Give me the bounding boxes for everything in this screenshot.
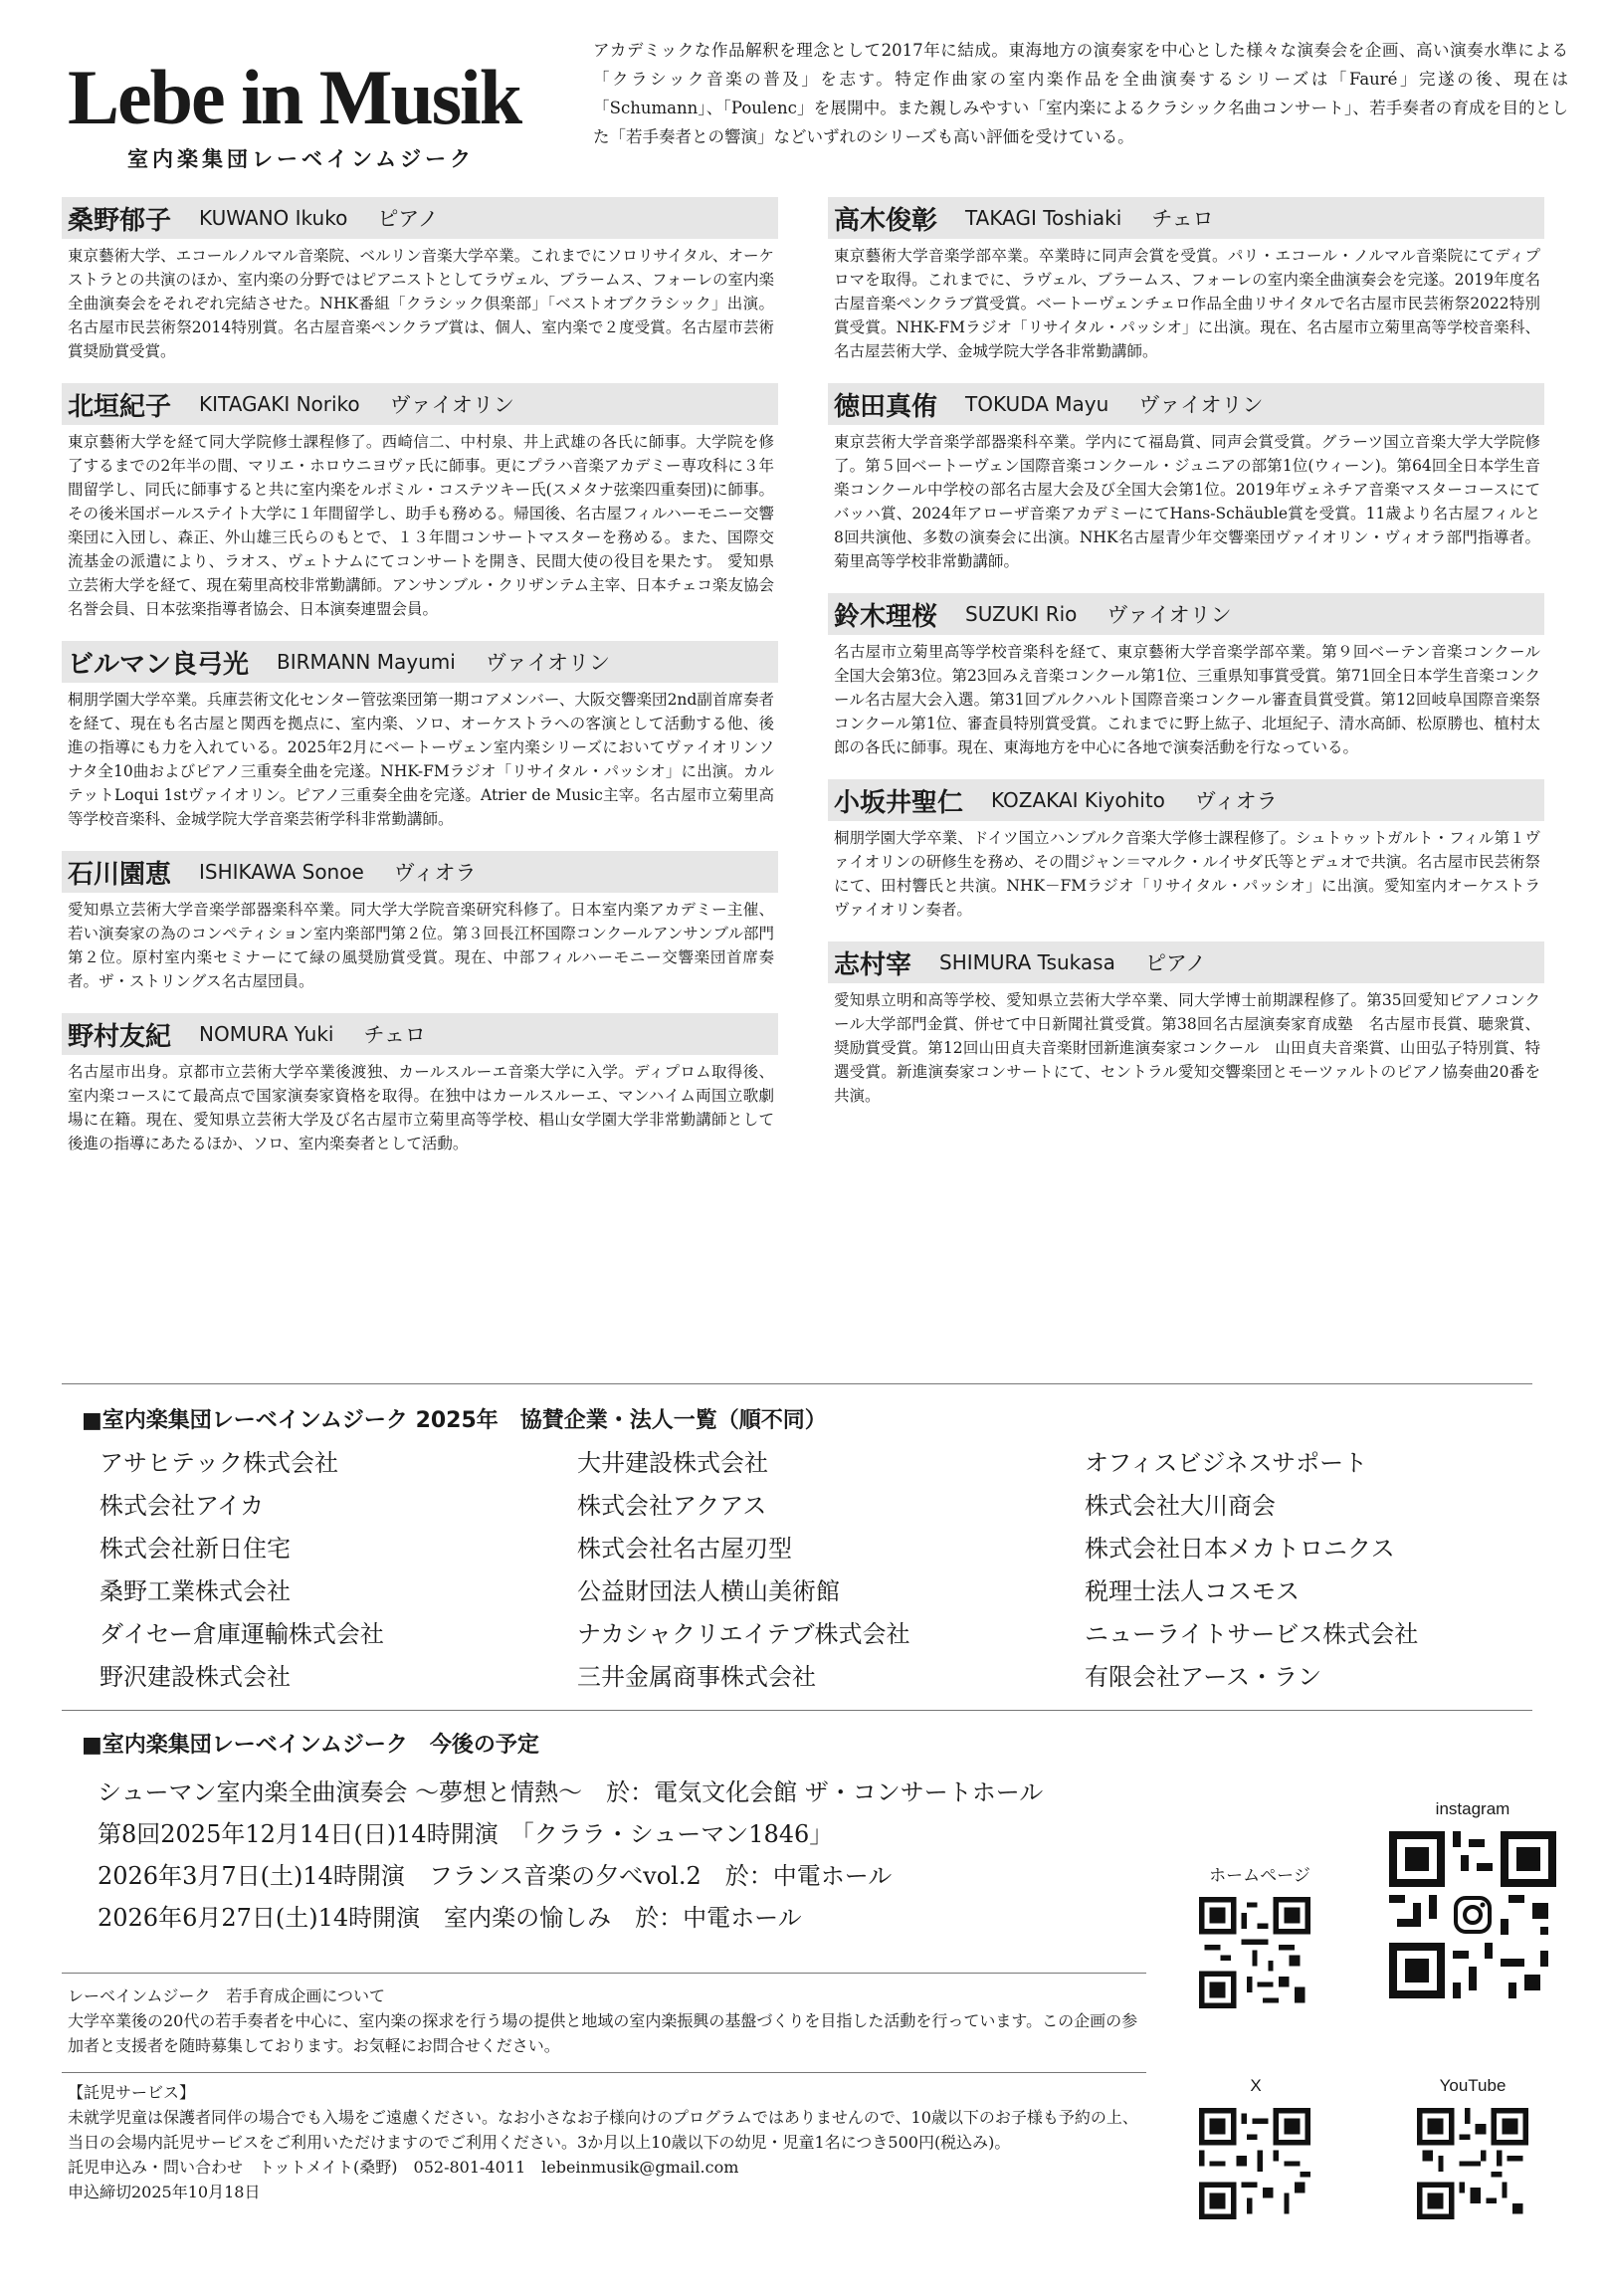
logo-title: Lebe in Musik bbox=[68, 54, 521, 140]
member-bio-text: 東京芸術大学音楽学部器楽科卒業。学内にて福島賞、同声会賞受賞。グラーツ国立音楽大学大学院修了。第５回ベートーヴェン国際音楽コンクール・ジュニアの部第1位(ウィーン)。第64回全日本学生音楽コンクール中学校の部名古屋大会及び全国大会第1位。2019年ヴェネチア音楽マスターコースにてバッハ賞、2024年アローザ音楽アカデミーにてHans-Schäuble賞を受賞。11歳より名古屋フィルと8回共演他、多数の演奏会に出演。NHK名古屋青少年交響楽団ヴァイオリン・ヴィオラ部門指導者。菊里高等学校非常勤講師。 bbox=[834, 433, 1540, 570]
sponsor-item: 公益財団法人横山美術館 bbox=[577, 1577, 840, 1605]
member-instrument: ヴァイオリン bbox=[1138, 393, 1264, 417]
schedule-line: シューマン室内楽全曲演奏会 ～夢想と情熱～ 於：電気文化会館 ザ・コンサートホール bbox=[98, 1778, 1044, 1806]
sponsor-item: 税理士法人コスモス bbox=[1085, 1577, 1300, 1605]
member-instrument: チェロ bbox=[363, 1023, 426, 1047]
members-right-column bbox=[828, 197, 1544, 1128]
member-instrument: ピアノ bbox=[1144, 951, 1207, 975]
member-header bbox=[62, 383, 778, 425]
member-name: 石川園恵 bbox=[68, 859, 172, 890]
member-roman-name: TOKUDA Mayu bbox=[965, 392, 1109, 416]
member-roman-name: BIRMANN Mayumi bbox=[277, 650, 456, 674]
member-bio-text: 名古屋市出身。京都市立芸術大学卒業後渡独、カールスルーエ音楽大学に入学。ディプロム取得後、室内楽コースにて最高点で国家演奏家資格を取得。在独中はカールスルーエ、マンハイム両国立歌劇場に在籍。現在、愛知県立芸術大学及び名古屋市立菊里高等学校、椙山女学園大学非常勤講師として後進の指導にあたるほか、ソロ、室内楽奏者として活動。 bbox=[68, 1063, 774, 1152]
sponsor-item: 大井建設株式会社 bbox=[577, 1449, 768, 1477]
members-left-column bbox=[62, 197, 778, 1175]
instagram-label: instagram bbox=[1435, 1799, 1510, 1818]
member-bio bbox=[828, 779, 1544, 922]
childcare-title: 【託児サービス】 bbox=[68, 2083, 196, 2102]
youth-program-text: 大学卒業後の20代の若手奏者を中心に、室内楽の探求を行う場の提供と地域の室内楽振興の基盤づくりを目指した活動を行っています。この企画の参加者と支援者を随時募集しております。お気軽にお問合せください。 bbox=[68, 2011, 1138, 2055]
youtube-qr-code[interactable] bbox=[1417, 2108, 1528, 2219]
member-roman-name: SUZUKI Rio bbox=[965, 602, 1078, 626]
member-bio-text: 愛知県立芸術大学音楽学部器楽科卒業。同大学大学院音楽研究科修了。日本室内楽アカデミー主催、若い演奏家の為のコンペティション室内楽部門第２位。第３回長江杯国際コンクールアンサンブル部門第２位。原村室内楽セミナーにて緑の風奨励賞受賞。現在、中部フィルハーモニー交響楽団首席奏者。ザ・ストリングス名古屋団員。 bbox=[68, 901, 774, 990]
member-bio bbox=[828, 383, 1544, 573]
member-name: ビルマン良弓光 bbox=[68, 649, 250, 680]
member-header bbox=[62, 641, 778, 683]
member-roman-name: NOMURA Yuki bbox=[199, 1022, 334, 1046]
sponsor-item: アサヒテック株式会社 bbox=[100, 1449, 338, 1477]
member-bio bbox=[62, 383, 778, 621]
member-bio-text: 桐朋学園大学卒業。兵庫芸術文化センター管弦楽団第一期コアメンバー、大阪交響楽団2nd副首席奏者を経て、現在も名古屋と関西を拠点に、室内楽、ソロ、オーケストラへの客演として活動する他、後進の指導にも力を入れている。2025年2月にベートーヴェン室内楽シリーズにおいてヴァイオリンソナタ全10曲およびピアノ三重奏全曲を完遂。NHK-FMラジオ「リサイタル・パッシオ」に出演。カルテットLoqui 1stヴァイオリン。ピアノ三重奏全曲を完遂。Atrier de Music主宰。名古屋市立菊里高等学校音楽科、金城学院大学音楽芸術学科非常勤講師。 bbox=[68, 691, 774, 828]
schedule-title: ■室内楽集団レーベインムジーク 今後の予定 bbox=[82, 1733, 539, 1758]
schedule-line: 2026年6月27日(土)14時開演 室内楽の愉しみ 於：中電ホール bbox=[98, 1904, 802, 1932]
member-bio-text: 名古屋市立菊里高等学校音楽科を経て、東京藝術大学音楽学部卒業。第９回ベーテン音楽コンクール全国大会第3位。第23回みえ音楽コンクール第1位、三重県知事賞受賞。第71回全日本学生音楽コンクール名古屋大会入選。第31回ブルクハルト国際音楽コンクール審査員賞受賞。第12回岐阜国際音楽祭コンクール第1位、審査員特別賞受賞。これまでに野上紘子、北垣紀子、清水高師、松原勝也、植村太郎の各氏に師事。現在、東海地方を中心に各地で演奏活動を行なっている。 bbox=[834, 643, 1540, 756]
member-roman-name: KUWANO Ikuko bbox=[199, 206, 348, 230]
intro-text: アカデミックな作品解釈を理念として2017年に結成。東海地方の演奏家を中心とした様々な演奏会を企画、高い演奏水準による「クラシック音楽の普及」を志す。特定作曲家の室内楽作品を全曲演奏するシリーズは「Fauré」完遂の後、現在は「Schumann」、「Poulenc」を展開中。また親しみやすい「室内楽によるクラシック名曲コンサート」、若手奏者の育成を目的とした「若手奏者との響演」などいずれのシリーズも高い評価を受けている。 bbox=[593, 41, 1568, 146]
youth-program-note bbox=[68, 1983, 1142, 2058]
sponsor-item: 桑野工業株式会社 bbox=[100, 1577, 291, 1605]
homepage-label: ホームページ bbox=[1209, 1866, 1310, 1885]
instagram-icon bbox=[1448, 1890, 1498, 1940]
member-name: 志村宰 bbox=[834, 949, 912, 980]
logo-subtitle: 室内楽集団レーベインムジーク bbox=[127, 147, 476, 171]
member-bio bbox=[62, 851, 778, 993]
member-header bbox=[62, 197, 778, 239]
sponsor-item: 野沢建設株式会社 bbox=[100, 1663, 291, 1691]
member-instrument: ヴァイオリン bbox=[389, 393, 514, 417]
member-name: 野村友紀 bbox=[68, 1021, 172, 1052]
member-roman-name: KOZAKAI Kiyohito bbox=[991, 788, 1165, 812]
schedule-line: 2026年3月7日(土)14時開演 フランス音楽の夕べvol.2 於：中電ホール bbox=[98, 1862, 893, 1890]
member-roman-name: KITAGAKI Noriko bbox=[199, 392, 360, 416]
member-header bbox=[62, 1013, 778, 1055]
member-instrument: ヴィオラ bbox=[1194, 789, 1278, 813]
member-bio bbox=[828, 197, 1544, 363]
homepage-qr-code[interactable] bbox=[1199, 1897, 1310, 2008]
member-roman-name: ISHIKAWA Sonoe bbox=[199, 860, 364, 884]
childcare-contact: 託児申込み・問い合わせ トットメイト(桑野) 052-801-4011 lebeinmusik@gmail.com bbox=[68, 2158, 739, 2177]
member-instrument: ヴァイオリン bbox=[1106, 603, 1232, 627]
member-instrument: ヴァイオリン bbox=[485, 651, 610, 675]
divider bbox=[62, 1973, 1146, 1974]
member-instrument: チェロ bbox=[1151, 207, 1214, 231]
sponsor-item: 株式会社アクアス bbox=[577, 1492, 767, 1520]
childcare-note bbox=[68, 2080, 1142, 2204]
member-header bbox=[828, 941, 1544, 983]
sponsor-item: ニューライトサービス株式会社 bbox=[1085, 1620, 1419, 1648]
member-bio bbox=[62, 641, 778, 831]
member-header bbox=[828, 197, 1544, 239]
schedule-line: 第8回2025年12月14日(日)14時開演 「クララ・シューマン1846」 bbox=[98, 1820, 834, 1848]
member-roman-name: TAKAGI Toshiaki bbox=[965, 206, 1122, 230]
member-header bbox=[828, 383, 1544, 425]
sponsor-item: 株式会社日本メカトロニクス bbox=[1085, 1535, 1395, 1563]
member-bio-text: 東京藝術大学を経て同大学院修士課程修了。西崎信二、中村泉、井上武雄の各氏に師事。大学院を修了するまでの2年半の間、マリエ・ホロウニヨヴァ氏に師事。更にプラハ音楽アカデミー専攻科に３年間留学し、同氏に師事すると共に室内楽をルボミル・コステツキー氏(スメタナ弦楽四重奏団)に師事。その後米国ボールステイト大学に１年間留学し、助手も務める。帰国後、名古屋フィルハーモニー交響楽団に入団し、森正、外山雄三氏らのもとで、１３年間コンサートマスターを務める。また、国際交流基金の派遣により、ラオス、ヴェトナムにてコンサートを開き、民間大使の役目を果たす。 愛知県立芸術大学を経て、現在菊里高校非常勤講師。アンサンブル・クリザンテム主宰、日本チェコ楽友協会名誉会員、日本弦楽指導者協会、日本演奏連盟会員。 bbox=[68, 433, 774, 618]
childcare-deadline: 申込締切2025年10月18日 bbox=[68, 2183, 261, 2201]
member-bio-text: 東京藝術大学、エコールノルマル音楽院、ベルリン音楽大学卒業。これまでにソロリサイタル、オーケストラとの共演のほか、室内楽の分野ではピアニストとしてラヴェル、ブラームス、フォーレの室内楽全曲演奏会をそれぞれ完結させた。NHK番組「クラシック倶楽部」「ベストオブクラシック」出演。名古屋市民芸術祭2014特別賞。名古屋音楽ペンクラブ賞は、個人、室内楽で２度受賞。名古屋市芸術賞奨励賞受賞。 bbox=[68, 247, 774, 360]
divider bbox=[62, 2072, 1146, 2073]
youtube-label: YouTube bbox=[1439, 2076, 1507, 2095]
divider bbox=[62, 1383, 1532, 1384]
member-roman-name: SHIMURA Tsukasa bbox=[939, 950, 1115, 974]
member-instrument: ヴィオラ bbox=[393, 861, 477, 885]
member-bio bbox=[62, 197, 778, 363]
x-label: X bbox=[1250, 2076, 1262, 2095]
schedule-list bbox=[98, 1772, 1043, 1939]
member-name: 小坂井聖仁 bbox=[834, 787, 964, 818]
sponsor-item: 有限会社アース・ラン bbox=[1085, 1663, 1322, 1691]
sponsor-item: 株式会社アイカ bbox=[100, 1492, 265, 1520]
childcare-text: 未就学児童は保護者同伴の場合でも入場をご遠慮ください。なお小さなお子様向けのプログラムではありませんので、10歳以下のお子様も予約の上、当日の会場内託児サービスをご利用いただけますのでご利用ください。3か月以上10歳以下の幼児・児童1名につき500円(税込み)。 bbox=[68, 2108, 1138, 2152]
sponsor-item: 三井金属商事株式会社 bbox=[577, 1663, 816, 1691]
member-name: 徳田真侑 bbox=[834, 391, 938, 422]
divider bbox=[62, 1710, 1532, 1711]
member-bio bbox=[828, 941, 1544, 1108]
member-header bbox=[62, 851, 778, 893]
x-qr-code[interactable] bbox=[1199, 2108, 1310, 2219]
member-bio bbox=[62, 1013, 778, 1155]
youth-program-title: レーベインムジーク 若手育成企画について bbox=[68, 1986, 386, 2005]
sponsors-title: ■室内楽集団レーベインムジーク 2025年 協賛企業・法人一覧（順不同） bbox=[82, 1408, 827, 1433]
sponsor-item: ナカシャクリエイテブ株式会社 bbox=[577, 1620, 910, 1648]
sponsor-list bbox=[100, 1443, 1532, 1700]
member-name: 北垣紀子 bbox=[68, 391, 172, 422]
member-name: 鈴木理桜 bbox=[834, 601, 938, 632]
member-header bbox=[828, 779, 1544, 821]
sponsor-item: オフィスビジネスサポート bbox=[1085, 1449, 1368, 1477]
member-bio bbox=[828, 593, 1544, 759]
member-bio-text: 桐朋学園大学卒業、ドイツ国立ハンブルク音楽大学修士課程修了。シュトゥットガルト・フィル第１ヴァイオリンの研修生を務め、その間ジャン＝マルク・ルイサダ氏等とデュオで共演。名古屋市民芸術祭にて、田村響氏と共演。NHK－FMラジオ「リサイタル・パッシオ」に出演。愛知室内オーケストラヴァイオリン奏者。 bbox=[834, 829, 1540, 919]
member-name: 桑野郁子 bbox=[68, 205, 172, 236]
member-bio-text: 東京藝術大学音楽学部卒業。卒業時に同声会賞を受賞。パリ・エコール・ノルマル音楽院にてディプロマを取得。これまでに、ラヴェル、ブラームス、フォーレの室内楽全曲演奏会を完遂。2019年度名古屋音楽ペンクラブ賞受賞。ベートーヴェンチェロ作品全曲リサイタルで名古屋市民芸術祭2022特別賞受賞。NHK-FMラジオ「リサイタル・パッシオ」に出演。現在、名古屋市立菊里高等学校音楽科、名古屋芸術大学、金城学院大学各非常勤講師。 bbox=[834, 247, 1540, 360]
member-bio-text: 愛知県立明和高等学校、愛知県立芸術大学卒業、同大学博士前期課程修了。第35回愛知ピアノコンクール大学部門金賞、併せて中日新聞社賞受賞。第38回名古屋演奏家育成塾 名古屋市長賞、聴衆賞、奨励賞受賞。第12回山田貞夫音楽財団新進演奏家コンクール 山田貞夫音楽賞、山田弘子特別賞、特選受賞。新進演奏家コンサートにて、セントラル愛知交響楽団とモーツァルトのピアノ協奏曲20番を共演。 bbox=[834, 991, 1540, 1105]
sponsor-item: 株式会社名古屋刃型 bbox=[577, 1535, 792, 1563]
member-name: 高木俊彰 bbox=[834, 205, 938, 236]
member-instrument: ピアノ bbox=[377, 207, 439, 231]
member-header bbox=[828, 593, 1544, 635]
sponsor-item: ダイセー倉庫運輸株式会社 bbox=[100, 1620, 384, 1648]
sponsor-item: 株式会社新日住宅 bbox=[100, 1535, 291, 1563]
sponsor-item: 株式会社大川商会 bbox=[1085, 1492, 1276, 1520]
logo bbox=[68, 54, 565, 173]
